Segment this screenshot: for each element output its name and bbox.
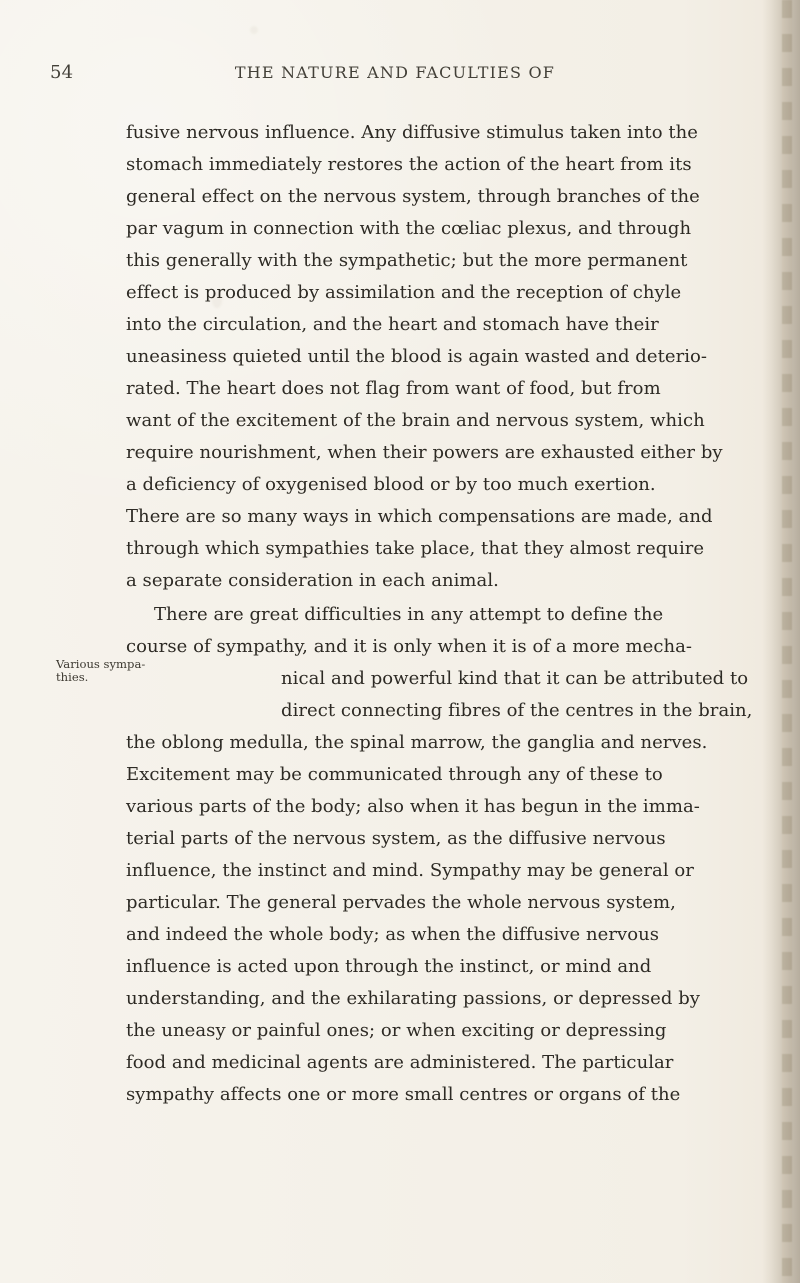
body-text-line: stomach immediately restores the action of the heart from its bbox=[126, 154, 692, 175]
body-text-line: a separate consideration in each animal. bbox=[126, 570, 499, 591]
body-text-line: require nourishment, when their powers are exhausted either by bbox=[126, 442, 723, 463]
body-text-line: various parts of the body; also when it has begun in the imma- bbox=[126, 796, 700, 817]
page-header bbox=[50, 62, 660, 90]
body-text-line: fusive nervous influence. Any diffusive stimulus taken into the bbox=[126, 122, 699, 143]
body-text-line: general effect on the nervous system, through branches of the bbox=[126, 186, 700, 207]
marginal-note-line: Various sympa- bbox=[56, 657, 146, 671]
body-text-line: the uneasy or painful ones; or when exciting or depressing bbox=[126, 1020, 667, 1041]
body-text-line: this generally with the sympathetic; but the more permanent bbox=[126, 250, 688, 271]
body-text-line: through which sympathies take place, that they almost require bbox=[126, 538, 705, 559]
body-text-line: terial parts of the nervous system, as the diffusive nervous bbox=[126, 828, 666, 849]
body-text-line: want of the excitement of the brain and nervous system, which bbox=[126, 410, 705, 431]
body-text-line: course of sympathy, and it is only when it is of a more mecha- bbox=[126, 636, 693, 657]
body-text-line: sympathy affects one or more small centres or organs of the bbox=[126, 1084, 681, 1105]
body-text-line: food and medicinal agents are administered. The particular bbox=[126, 1052, 674, 1073]
marginal-note-line: thies. bbox=[56, 670, 89, 684]
body-text-line: a deficiency of oxygenised blood or by too much exertion. bbox=[126, 474, 656, 495]
body-text-line: into the circulation, and the heart and stomach have their bbox=[126, 314, 659, 335]
page-number: 54 bbox=[50, 62, 74, 83]
body-text-line: nical and powerful kind that it can be attributed to bbox=[281, 668, 749, 689]
running-head: THE NATURE AND FACULTIES OF bbox=[234, 63, 556, 82]
body-text-line: influence is acted upon through the instinct, or mind and bbox=[126, 956, 652, 977]
body-text-line: the oblong medulla, the spinal marrow, the ganglia and nerves. bbox=[126, 732, 708, 753]
body-text-line: There are great difficulties in any attempt to define the bbox=[154, 604, 664, 625]
body-text-line: uneasiness quieted until the blood is again wasted and deterio- bbox=[126, 346, 708, 367]
body-text-line: par vagum in connection with the cœliac plexus, and through bbox=[126, 218, 692, 239]
body-text-line: and indeed the whole body; as when the diffusive nervous bbox=[126, 924, 660, 945]
body-text-line: There are so many ways in which compensations are made, and bbox=[126, 506, 713, 527]
body-text-line: understanding, and the exhilarating passions, or depressed by bbox=[126, 988, 700, 1009]
page-edge-shadow bbox=[762, 0, 800, 1283]
body-text-line: influence, the instinct and mind. Sympathy may be general or bbox=[126, 860, 694, 881]
body-text-line: rated. The heart does not flag from want of food, but from bbox=[126, 378, 661, 399]
body-text-line: direct connecting fibres of the centres in the brain, bbox=[281, 700, 753, 721]
body-text-line: particular. The general pervades the whole nervous system, bbox=[126, 892, 676, 913]
body-text-line: Excitement may be communicated through any of these to bbox=[126, 764, 663, 785]
marginal-note bbox=[56, 657, 146, 684]
paper-smudge bbox=[250, 26, 258, 34]
body-text-line: effect is produced by assimilation and the reception of chyle bbox=[126, 282, 682, 303]
